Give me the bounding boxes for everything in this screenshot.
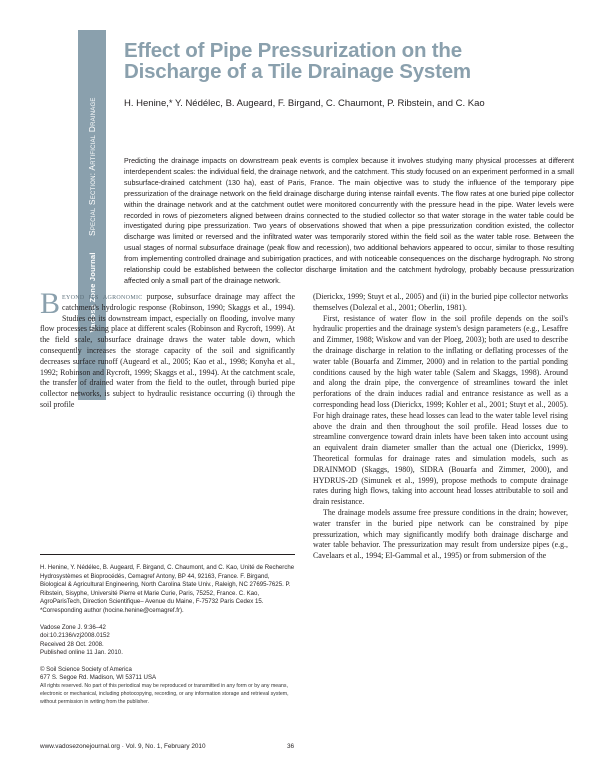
paragraph-pressurization: The drainage models assume free pressure conditions in the drain; however, water transfer in the buried pipe network can be constrained by pipe pressurization, which may significantly modify both drainage discharge and water table behavior. The pressurization may result from undersize pipes (e.g., Cavelaars et al., 1994; El-Gammal et al., 1995) or from submersion of the: [313, 507, 568, 561]
affiliation-text: H. Henine, Y. Nédélec, B. Augeard, F. Birgand, C. Chaumont, and C. Kao, Unité de Recherche Hydrosystèmes et Bioprocédés, Cemagref Antony, BP 44, 92163, France. F. Birgand, Biological & Agricultural Engineering, North Carolina State Univ., Raleigh, NC 27695-7625. P. Ribstein, Sisyphe, Université Pierre et Marie Curie, Paris, 75252, France. C. Kao, AgroParisTech, Direction Scientifique– Avenue du Maine, F-75732 Paris Cedex 15. *Corresponding author (hocine.henine@cemagref.fr).: [40, 564, 295, 614]
footer-url: www.vadosezonejournal.org · Vol. 9, No. 1, February 2010: [40, 743, 206, 750]
body-column-left: [40, 287, 295, 411]
abstract: Predicting the drainage impacts on downstream peak events is complex because it involves studying many physical processes at different interdependent scales: the individual field, the drainage network, and the catchment. This study focused on an experiment performed in a small subsurface-drained catchment (130 ha), east of Paris, France. The main objective was to study the influence of the temporary pipe pressurization of the drainage network on the field drainage discharge during intense rainfall events. The flow rates at one buried pipe collector within the drainage network and at the catchment outlet were monitored concurrently with the pressure head in the pipe. Water levels were recorded in rows of piezometers aligned between drains connected to the studied collector so that water storage in the water table could be investigated during pipe pressurization. Two years of observations showed that when a pipe pressurization condition existed, the collector discharge was limited or reversed and the infiltrated water was temporarily stored within the field soil as the water table rose. Between the usual stages of normal subsurface drainage (peak flow and recession), two additional behaviors appeared to occur, similar to those resulting from implementing controlled drainage and subirrigation practices, and with noticeable consequences on the discharge hydrograph. No strong relationship could be established between the collector discharge limitation and the catchment hydrology, probably because pressurization affected only a small part of the drainage network.: [124, 157, 574, 285]
published-date: Published online 11 Jan. 2010.: [40, 649, 123, 657]
journal-name: Vadose Zone Journal: [88, 252, 97, 333]
section-name: Special Section: Artificial Drainage: [87, 97, 97, 237]
received-date: Received 28 Oct. 2008.: [40, 640, 104, 648]
paragraph-resistance: First, resistance of water flow in the soil profile depends on the soil's hydraulic properties and the drainage system's design parameters (e.g., Lesaffre and Zimmer, 1988; Wiskow and van der Ploeg, 2003); both are used to describe the drainage discharge in relation to the inflating or deflating processes of the water table (Bouarfa and Zimmer, 2000) and in relation to the partial ponding conditions caused by the high water table (Salem and Skaggs, 1998). Around and along the drain pipe, the convergence of streamlines toward the inlet perforations of the drain induces radial and entrance resistance as well as a corresponding head loss (Dierickx, 1999; Kohler et al., 2001; Stuyt et al., 2005). For high drainage rates, these head losses can lead to the water table level rising above the drain and then throughout the soil profile. Head losses due to streamline convergence toward drain inlets have been taken into account using an equivalent drain diameter smaller than the actual one (Dierickx, 1999). Theoretical formulas for drainage rates and simulation models, such as DRAINMOD (Skaggs, 1980), SIDRA (Bouarfa and Zimmer, 2000), and HYDRUS-2D (Simunek et al., 1999), propose methods to compute drainage rates during high flows, taking into account head losses attributable to soil and drain resistance.: [313, 313, 568, 507]
body-column-right: [313, 292, 568, 562]
affiliation-block: [40, 554, 295, 706]
author-list: H. Henine,* Y. Nédélec, B. Augeard, F. Birgand, C. Chaumont, P. Ribstein, and C. Kao: [124, 98, 485, 109]
publisher-address: 677 S. Segoe Rd. Madison, WI 53711 USA: [40, 673, 157, 681]
affiliation-divider: [40, 554, 295, 555]
citation: Vadose Zone J. 9:36–42: [40, 623, 106, 631]
copyright: © Soil Science Society of America: [40, 665, 132, 673]
doi: doi:10.2136/vzj2008.0152: [40, 632, 110, 640]
page-number: 36: [287, 743, 295, 750]
intro-paragraph: purpose, subsurface drainage may affect the catchment's hydrologic response (Robinson, 1990; Skaggs et al., 1994). Studies on its downstream impact, especially on flooding, involve many flow processes taking place at different scales (Robinson and Rycroft, 1999). At the field scale, subsurface drainage draws the water table down, which consequently increases the storage capacity of the soil and significantly decreases surface runoff (Augeard et al., 2005; Kao et al., 1998; Konyha et al., 1992; Robinson and Rycroft, 1999; Skaggs et al., 1994). At the catchment scale, the transfer of drained water from the field to the outlet, through buried pipe collector networks, is subject to hydraulic resistance occurring (i) through the soil profile: [40, 292, 295, 409]
article-title: Effect of Pipe Pressurization on the Discharge of a Tile Drainage System: [124, 39, 471, 83]
publication-info: [40, 624, 295, 658]
drop-cap: B: [40, 287, 61, 320]
lead-in: eyond its agronomic: [62, 292, 143, 301]
rights-notice: All rights reserved. No part of this periodical may be reproduced or transmitted in any form or by any means, electronic or mechanical, including photocopying, recording, or any information storage and retrieval system, without permission in writing from the publisher.: [40, 682, 289, 705]
copyright-block: [40, 666, 295, 706]
paragraph-continued: (Dierickx, 1999; Stuyt et al., 2005) and (ii) in the buried pipe collector networks themselves (Dolezal et al., 2001; Oberlin, 1981).: [313, 292, 568, 312]
